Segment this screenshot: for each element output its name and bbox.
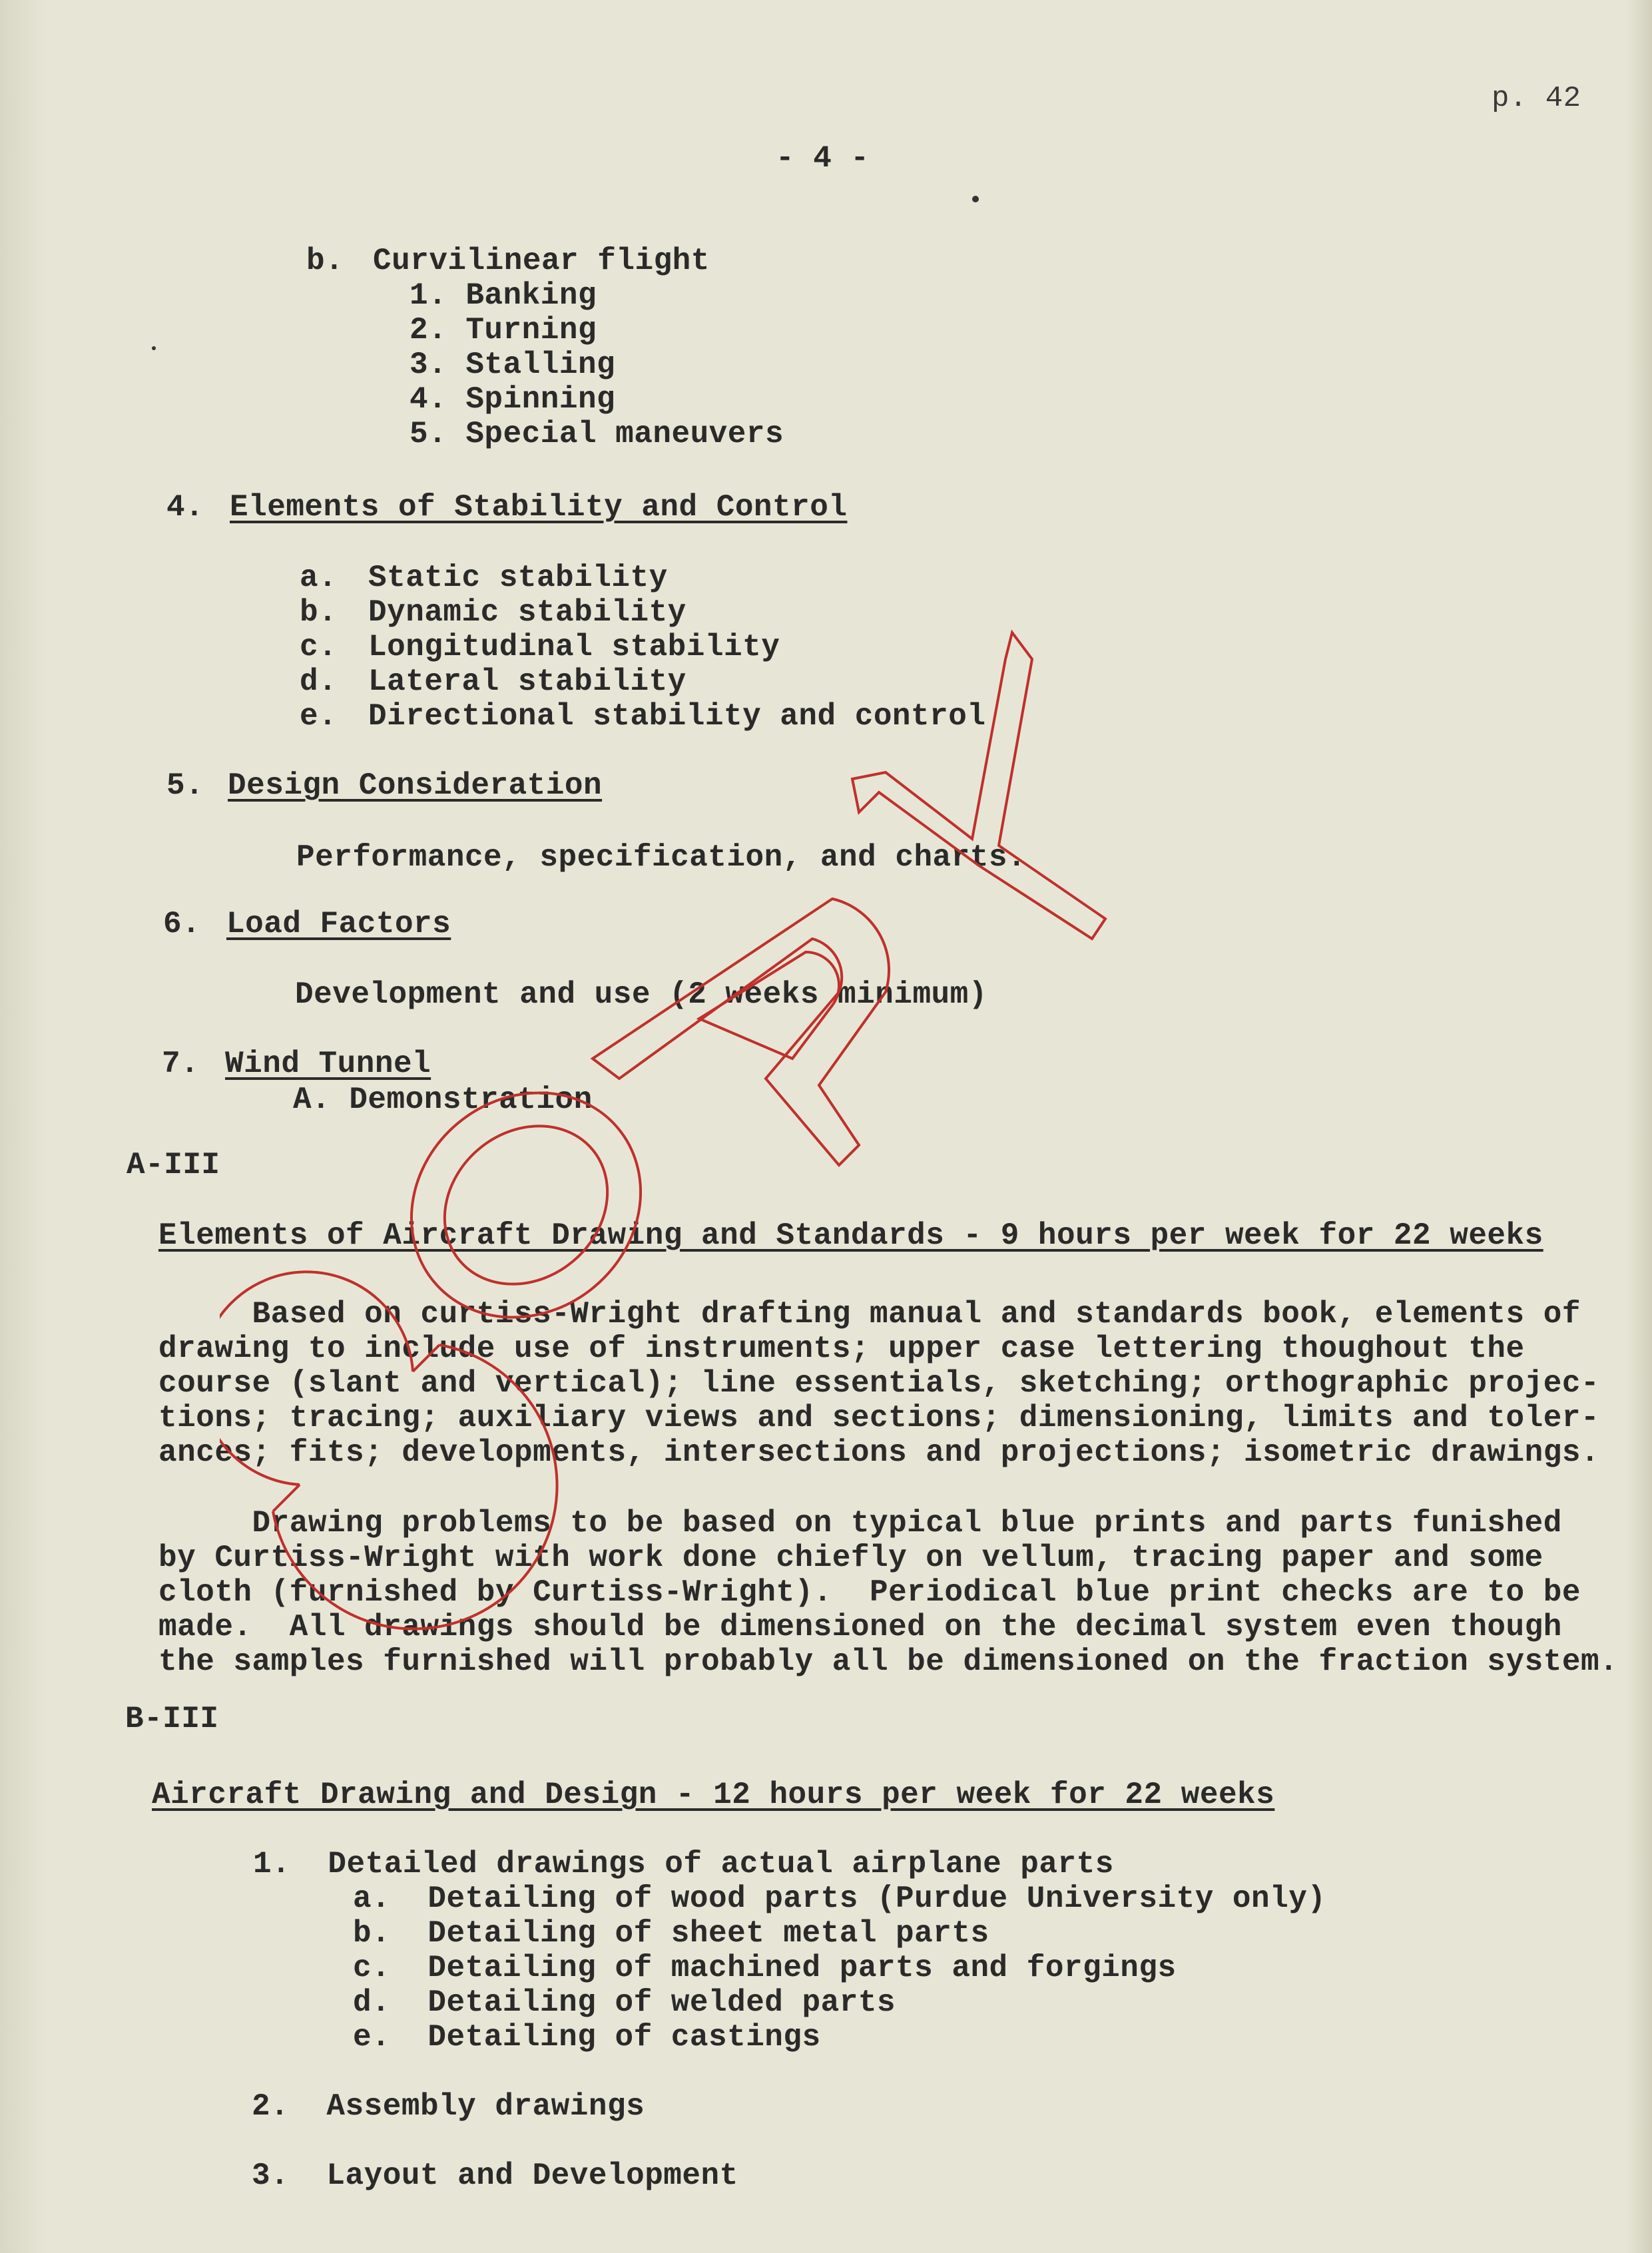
page-number: - 4 -	[776, 141, 870, 176]
paragraph-line: drawing to include use of instruments; upper case lettering thoughout the	[158, 1332, 1525, 1366]
paragraph-line: made. All drawings should be dimensioned on the decimal system even though	[158, 1610, 1562, 1644]
stamp-letter-c	[220, 1272, 557, 1628]
section-5-body: Performance, specification, and charts.	[296, 840, 1027, 875]
b-iii-code: B-III	[125, 1702, 219, 1736]
section-6-number: 6.	[163, 907, 201, 941]
paper-edge-right	[1625, 0, 1652, 2253]
section-6-heading: Load Factors	[226, 907, 451, 941]
a-iii-code: A-III	[127, 1148, 220, 1182]
paragraph-line: Based on curtiss-Wright drafting manual and standards book, elements of	[158, 1297, 1581, 1332]
paragraph-line: tions; tracing; auxiliary views and sections; dimensioning, limits and toler-	[158, 1401, 1600, 1435]
paragraph-line: course (slant and vertical); line essentials, sketching; orthographic projec-	[158, 1366, 1600, 1401]
stamp-letter-p	[593, 899, 889, 1165]
section-b-label: b.	[306, 244, 344, 278]
list-item: c. Detailing of machined parts and forgings	[353, 1951, 1177, 1985]
list-item: e. Detailing of castings	[353, 2020, 821, 2055]
ink-speck	[152, 346, 156, 350]
list-item: 5. Special maneuvers	[410, 417, 784, 451]
section-6-body: Development and use (2 weeks minimum)	[295, 977, 987, 1012]
paragraph-line: Drawing problems to be based on typical blue prints and parts funished	[158, 1506, 1562, 1541]
list-item-letter: c.	[300, 630, 338, 664]
ink-speck	[972, 196, 979, 202]
stamp-letter-y	[852, 632, 1105, 939]
list-item: Dynamic stability	[368, 595, 687, 630]
paragraph-line: by Curtiss-Wright with work done chiefly on vellum, tracing paper and some	[158, 1541, 1543, 1575]
section-4-heading: Elements of Stability and Control	[230, 490, 848, 525]
section-5-heading: Design Consideration	[228, 768, 603, 803]
list-item: 2. Turning	[410, 313, 597, 348]
list-item: b. Detailing of sheet metal parts	[353, 1916, 989, 1951]
section-7-item: A. Demonstration	[293, 1083, 593, 1117]
section-4-number: 4.	[166, 490, 204, 525]
list-item: 1. Detailed drawings of actual airplane parts	[253, 1847, 1114, 1881]
section-b-title: Curvilinear flight	[373, 244, 710, 278]
section-5-number: 5.	[166, 768, 204, 803]
list-item: 4. Spinning	[410, 382, 616, 417]
stamp-letter-p-counter	[699, 952, 839, 1059]
list-item: d. Detailing of welded parts	[353, 1985, 896, 2020]
list-item-letter: b.	[300, 595, 338, 630]
list-item-letter: a.	[300, 561, 338, 595]
b-iii-heading: Aircraft Drawing and Design - 12 hours per week for 22 weeks	[152, 1778, 1275, 1812]
list-item: 3. Layout and Development	[252, 2158, 738, 2193]
section-7-number: 7.	[162, 1047, 200, 1081]
paper-edge-left	[0, 0, 47, 2253]
list-item: Lateral stability	[368, 664, 687, 699]
a-iii-heading: Elements of Aircraft Drawing and Standards - 9 hours per week for 22 weeks	[158, 1218, 1543, 1253]
list-item-letter: d.	[300, 664, 338, 699]
list-item: 2. Assembly drawings	[252, 2089, 645, 2124]
paragraph-line: ances; fits; developments, intersections and projections; isometric drawings.	[158, 1435, 1600, 1470]
paragraph-line: cloth (furnished by Curtiss-Wright). Periodical blue print checks are to be	[158, 1575, 1581, 1610]
list-item: a. Detailing of wood parts (Purdue University only)	[353, 1881, 1326, 1916]
copy-stamp	[220, 619, 1185, 1631]
list-item: Longitudinal stability	[368, 630, 780, 664]
list-item-letter: e.	[300, 699, 338, 734]
corner-page-number: p. 42	[1492, 82, 1581, 115]
list-item: 3. Stalling	[410, 348, 616, 382]
list-item: Directional stability and control	[368, 699, 986, 734]
paragraph-line: the samples furnished will probably all be dimensioned on the fraction system.	[158, 1644, 1619, 1679]
stamp-letter-o-inner	[413, 1093, 640, 1317]
stamp-letter-o-outer	[366, 1047, 686, 1364]
list-item: 1. Banking	[410, 278, 597, 313]
section-7-heading: Wind Tunnel	[225, 1047, 431, 1081]
copy-stamp-letters	[220, 632, 1105, 1629]
list-item: Static stability	[368, 561, 668, 595]
